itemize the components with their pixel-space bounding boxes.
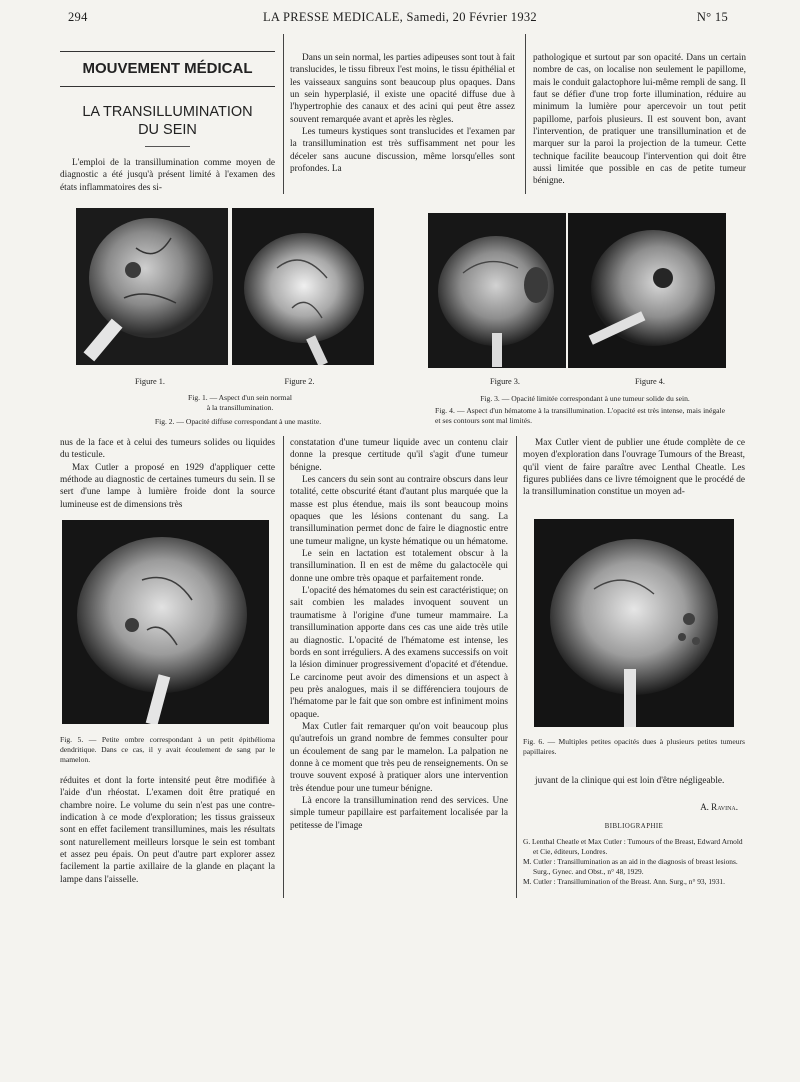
figure-4-label: Figure 4. (635, 377, 665, 386)
title-rule (145, 146, 190, 147)
paragraph: pathologique et surtout par son opacité. Dans un certain nombre de cas, on localise non seulement le papillome, mais le conduit galactophore lui-même rempli de sang. Il faut se défier d'une trop forte illumination, réduire au minimum la lumière pour apercevoir un tout petit papillome, parfois plusieurs. Il est souvent bon, avant l'intervention, de pratiquer une transillumination et de marquer sur la paroi la projection de la tumeur. Cette technique facilite beaucoup l'intervention qui doit être aussi limitée que possible en cas de petite tumeur bénigne. (533, 53, 746, 187)
section-title: MOUVEMENT MÉDICAL (82, 60, 253, 77)
figure-4-caption: Fig. 4. — Aspect d'un hématome à la transillumination. L'opacité est très intense, mais inégale et ses contours sont mal limités. (435, 406, 725, 425)
paragraph: constatation d'une tumeur liquide avec un contenu clair donne la presque certitude qu'il s'agit d'une tumeur bénigne. (290, 438, 508, 473)
figure-6-photo (534, 519, 734, 727)
issue-number: N° 15 (696, 10, 728, 24)
column-divider (283, 436, 284, 898)
figure-1-caption: Fig. 1. — Aspect d'un sein normal (188, 393, 292, 402)
section-rule (60, 51, 275, 52)
author-signature: A. Ravina. (700, 802, 738, 812)
figure-6-caption: Fig. 6. — Multiples petites opacités dues à plusieurs petites tumeurs papillaires. (523, 737, 745, 756)
figure-1-photo (76, 208, 228, 365)
column-3-top (533, 52, 746, 188)
figure-3-caption: Fig. 3. — Opacité limitée correspondant à une tumeur solide du sein. (480, 394, 690, 403)
figure-4-photo (568, 213, 726, 368)
paragraph: Max Cutler a proposé en 1929 d'appliquer cette méthode au diagnostic de certaines tumeurs du sein. Il se sert d'une lampe à lumière froide dont la source lumineuse est de dimensions très (60, 462, 275, 510)
column-1-bottom (60, 775, 275, 886)
paragraph: Dans un sein normal, les parties adipeuses sont tout à fait translucides, le tissu fibreux l'est moins, le tissu épithélial et les vaisseaux sanguins sont beaucoup plus opaques. Dans un sein hyperplasié, il existe une opacité diffuse due à l'hypertrophie des canaux et des acini qui peut être assez souvent remarquée avant et après les règles. (290, 53, 516, 125)
paragraph: L'emploi de la transillumination comme moyen de diagnostic a été jusqu'à présent limité à l'examen des états inflammatoires des si- (60, 158, 275, 193)
paragraph: réduites et dont la forte intensité peut être modifiée à l'aide d'un rhéostat. L'examen doit être pratiqué en chambre noire. Le volume du sein n'est pas une contre-indication à ce mode d'exploration; les tissus graisseux sont en effet facilement transillumines, mais les résultats sont naturellement meilleurs lorsque le sein est tombant et assez peu épais. On peut d'autre part explorer assez facilement la partie axillaire de la glande en plaçant la lampe dans l'aisselle. (60, 776, 275, 885)
column-3-bottom (523, 775, 745, 787)
figure-5-caption: Fig. 5. — Petite ombre correspondant à un petit épithélioma dendritique. Dans ce cas, il y avait écoulement de sang par le mamelon. (60, 735, 275, 764)
figure-1-label: Figure 1. (135, 377, 165, 386)
paragraph: Le sein en lactation est totalement obscur à la transillumination. Il en est de même du galactocèle qui donne une ombre très opaque et parfaitement ronde. (290, 549, 508, 584)
figure-2-caption: Fig. 2. — Opacité diffuse correspondant à une mastite. (154, 417, 322, 426)
section-rule (60, 86, 275, 87)
paragraph: Les tumeurs kystiques sont translucides et l'examen par la transillumination est très suffisamment net pour les déceler sans aucune discussion, même lorsqu'elles sont profondes. La (290, 127, 515, 175)
column-2-main (290, 437, 508, 832)
paragraph: Les cancers du sein sont au contraire obscurs dans leur totalité, cette obscurité étant d'autant plus marquée que la masse est plus étendue, mais ils sont beaucoup moins opaques que les lésions contenant du sang. La transillumination permet donc de faire le diagnostic entre une tumeur maligne, un kyste hématique ou un hématome. (290, 475, 508, 547)
figure-2-photo (232, 208, 374, 365)
column-divider (283, 34, 284, 194)
paragraph: Max Cutler vient de publier une étude complète de ce moyen d'exploration dans l'ouvrage Tumours of the Breast, qu'il vient de faire paraître avec Lenthal Cheatle. Les figures publiées dans ce livre témoignent que le procédé de la transillumination constitue un moyen ad- (523, 438, 745, 498)
article-intro (60, 157, 275, 194)
article-title-line-2: DU SEIN (138, 122, 197, 138)
bibliography-entry: M. Cutler : Transillumination of the Breast. Ann. Surg., n° 93, 1931. (523, 877, 725, 886)
bibliography-entry: M. Cutler : Transillumination as an aid in the diagnosis of breast lesions. Surg., Gynec. and Obst., n° 48, 1929. (523, 857, 738, 876)
paragraph: juvant de la clinique qui est loin d'être négligeable. (535, 776, 725, 786)
page-number: 294 (68, 10, 88, 24)
column-divider (516, 436, 517, 898)
figure-3-label: Figure 3. (490, 377, 520, 386)
figure-3-photo (428, 213, 566, 368)
paragraph: Là encore la transillumination rend des services. Une simple tumeur papillaire est parfaitement localisée par la petitesse de l'image (290, 795, 508, 831)
article-title-line-1: LA TRANSILLUMINATION (82, 104, 253, 120)
paragraph: nus de la face et à celui des tumeurs solides ou liquides du testicule. (60, 438, 275, 461)
figure-5-photo (62, 520, 269, 724)
paragraph: L'opacité des hématomes du sein est caractéristique; on sait combien les malades invoquent souvent un traumatisme à l'origine d'une tumeur mammaire. La transillumination apporte dans ces cas une aide très utile au diagnostic. L'opacité de l'hématome est intense, les bords en sont irréguliers. A des examens successifs on voit la lésion diminuer progressivement d'opacité et d'étendue. Le carcinome peut avoir des dimensions et un aspect à peu près analogues, mais il se différenciera toujours de l'hématome par le fait que son ombre est infiniment moins opaque. (290, 586, 508, 720)
bibliography-list (523, 837, 745, 887)
journal-header: LA PRESSE MEDICALE, Samedi, 20 Février 1932 (262, 10, 537, 24)
figure-1-caption-cont: à la transillumination. (206, 403, 274, 412)
bibliography-title: BIBLIOGRAPHIE (604, 823, 664, 830)
column-2-top (290, 52, 515, 175)
paragraph: Max Cutler fait remarquer qu'on voit beaucoup plus qu'autrefois un grand nombre de femmes consulter pour un écoulement de sang par le mamelon. La palpation ne donne à ce moment que très peu de renseignements. On se trouve souvent exposé à pratiquer alors une intervention très étendue pour une tumeur bénigne. (290, 721, 508, 794)
figure-2-label: Figure 2. (284, 377, 315, 386)
column-divider (525, 34, 526, 194)
column-1-mid (60, 437, 275, 511)
column-3-mid (523, 437, 745, 499)
bibliography-entry: G. Lenthal Cheatle et Max Cutler : Tumours of the Breast, Edward Arnold et Cie, éditeurs, Londres. (523, 837, 743, 856)
